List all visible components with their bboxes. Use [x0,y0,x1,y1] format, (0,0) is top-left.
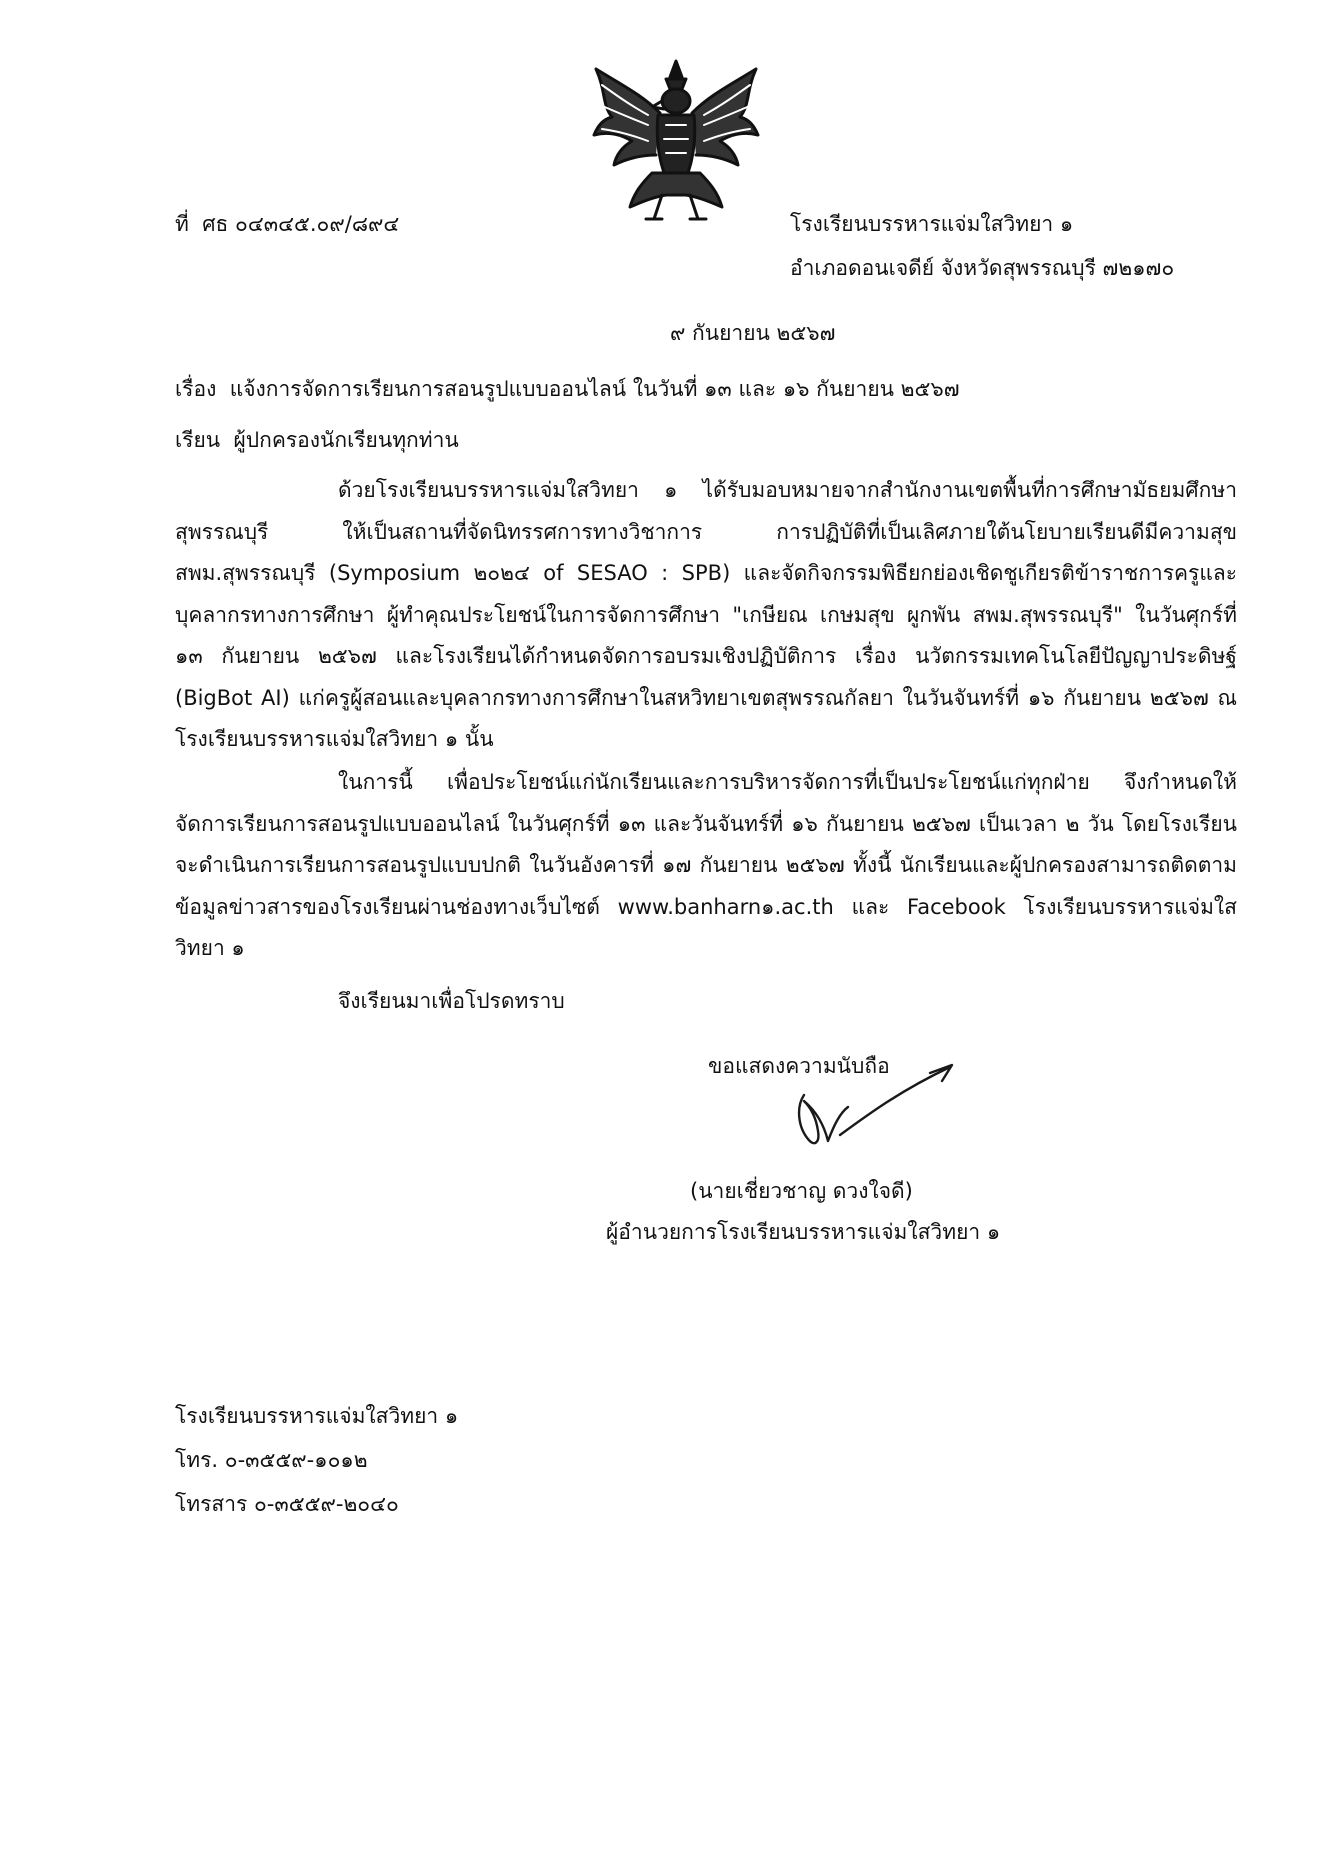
reference-line [175,208,399,241]
school-address: อำเภอดอนเจดีย์ จังหวัดสุพรรณบุรี ๗๒๑๗๐ [790,256,1175,280]
signer-position: ผู้อำนวยการโรงเรียนบรรหารแจ่มใสวิทยา ๑ [606,1220,1001,1244]
reference-number: ศธ ๐๔๓๔๕.๐๙/๘๙๔ [202,212,400,236]
signature-image [780,1055,960,1165]
body-paragraph-2: ในการนี้ เพื่อประโยชน์แก่นักเรียนและการบริหารจัดการที่เป็นประโยชน์แก่ทุกฝ่าย จึงกำหนดให้จัดการเรียนการสอนรูปแบบออนไลน์ ในวันศุกร์ที่ ๑๓ และวันจันทร์ที่ ๑๖ กันยายน ๒๕๖๗ เป็นเวลา ๒ วัน โดยโรงเรียนจะดำเนินการเรียนการสอนรูปแบบปกติ ในวันอังคารที่ ๑๗ กันยายน ๒๕๖๗ ทั้งนี้ นักเรียนและผู้ปกครองสามารถติดตามข้อมูลข่าวสารของโรงเรียนผ่านช่องทางเว็บไซต์ www.banharn๑.ac.th และ Facebook โรงเรียนบรรหารแจ่มใสวิทยา ๑ [175,770,1237,960]
salutation-line [175,424,459,457]
body-paragraph-2-block [175,762,1237,970]
salutation-label: เรียน [175,428,221,452]
reference-label: ที่ [175,212,189,236]
footer-fax: โทรสาร ๐-๓๕๕๙-๒๐๔๐ [175,1492,399,1516]
subject-label: เรื่อง [175,377,217,401]
footer-phone: โทร. ๐-๓๕๕๙-๑๐๑๒ [175,1448,368,1472]
salutation-text: ผู้ปกครองนักเรียนทุกท่าน [233,428,459,452]
signer-name: (นายเชี่ยวชาญ ดวงใจดี) [690,1179,913,1203]
letter-date: ๙ กันยายน ๒๕๖๗ [670,321,836,345]
closing-line: จึงเรียนมาเพื่อโปรดทราบ [338,989,565,1013]
school-name-header: โรงเรียนบรรหารแจ่มใสวิทยา ๑ [790,212,1074,236]
body-paragraph-1: ด้วยโรงเรียนบรรหารแจ่มใสวิทยา ๑ ได้รับมอบหมายจากสำนักงานเขตพื้นที่การศึกษามัธยมศึกษาสุพรรณบุรี ให้เป็นสถานที่จัดนิทรรศการทางวิชาการ การปฏิบัติที่เป็นเลิศภายใต้นโยบายเรียนดีมีความสุข สพม.สุพรรณบุรี (Symposium ๒๐๒๔ of SESAO : SPB) และจัดกิจกรรมพิธียกย่องเชิดชูเกียรติข้าราชการครูและบุคลากรทางการศึกษา ผู้ทำคุณประโยชน์ในการจัดการศึกษา "เกษียณ เกษมสุข ผูกพัน สพม.สุพรรณบุรี" ในวันศุกร์ที่ ๑๓ กันยายน ๒๕๖๗ และโรงเรียนได้กำหนดจัดการอบรมเชิงปฏิบัติการ เรื่อง นวัตกรรมเทคโนโลยีปัญญาประดิษฐ์ (BigBot AI) แก่ครูผู้สอนและบุคลากรทางการศึกษาในสหวิทยาเขตสุพรรณกัลยา ในวันจันทร์ที่ ๑๖ กันยายน ๒๕๖๗ ณ โรงเรียนบรรหารแจ่มใสวิทยา ๑ นั้น [175,478,1237,751]
body-paragraph-1-block [175,470,1237,761]
subject-text: แจ้งการจัดการเรียนการสอนรูปแบบออนไลน์ ในวันที่ ๑๓ และ ๑๖ กันยายน ๒๕๖๗ [229,377,960,401]
regards-text: ขอแสดงความนับถือ [708,1054,890,1078]
subject-line [175,373,960,406]
garuda-emblem-icon [582,55,770,225]
footer-school-name: โรงเรียนบรรหารแจ่มใสวิทยา ๑ [175,1404,459,1428]
